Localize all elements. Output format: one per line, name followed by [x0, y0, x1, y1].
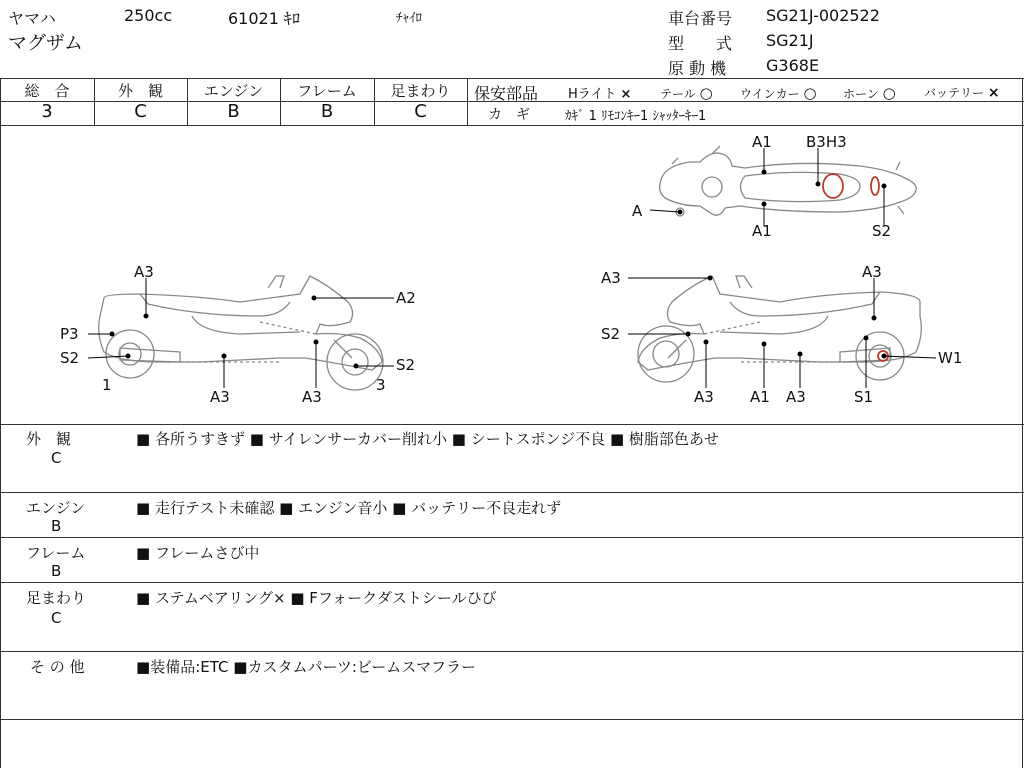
note-category-suspension: 足まわり: [26, 589, 87, 607]
leader-lines: [88, 148, 936, 388]
grade-header-overall: 総 合: [24, 82, 70, 100]
note-grade-suspension: C: [51, 609, 62, 627]
safety-horn: ホーン ○: [843, 84, 896, 102]
divider: [467, 78, 468, 125]
damage-label: S2: [60, 349, 80, 367]
damage-label: W1: [938, 349, 963, 367]
divider: [0, 78, 1024, 79]
divider: [0, 424, 1024, 425]
note-items-suspension: ■ ステムベアリング× ■ Fフォークダストシールひび: [136, 589, 497, 607]
divider: [0, 492, 1024, 493]
note-category-exterior: 外 観: [26, 430, 72, 448]
grade-header-suspension: 足まわり: [390, 82, 451, 100]
view-number: 1: [102, 376, 112, 394]
damage-label: S2: [872, 222, 892, 240]
damage-label: A3: [786, 388, 806, 406]
model-name: マグザム: [8, 32, 84, 54]
chassis-value: SG21J-002522: [766, 6, 880, 25]
damage-label: A2: [396, 289, 416, 307]
note-items-exterior: ■ 各所うすきず ■ サイレンサーカバー削れ小 ■ シートスポンジ不良 ■ 樹脂部色あせ: [136, 430, 719, 448]
grade-suspension: C: [414, 101, 427, 122]
damage-label: P3: [60, 325, 79, 343]
note-grade-exterior: C: [51, 449, 62, 467]
grade-header-exterior: 外 観: [117, 82, 163, 100]
color: ﾁｬｲﾛ: [396, 11, 422, 26]
safety-headlight: Hライト ×: [568, 87, 632, 102]
left-view-scooter: [99, 276, 383, 390]
key-value: ｶｷﾞ 1 ﾘﾓｺﾝｷｰ1 ｼｬｯﾀｰｷｰ1: [565, 109, 707, 124]
damage-label: A3: [601, 269, 621, 287]
damage-label: A3: [694, 388, 714, 406]
key-label: カ ギ: [488, 107, 530, 123]
note-grade-frame: B: [51, 562, 62, 580]
view-number: 3: [376, 376, 386, 394]
divider: [0, 719, 1024, 720]
type-label: 型 式: [668, 34, 733, 53]
note-grade-engine: B: [51, 517, 62, 535]
grade-header-engine: エンジン: [203, 82, 264, 100]
divider: [1022, 78, 1023, 768]
note-category-engine: エンジン: [26, 499, 86, 517]
damage-label: A1: [752, 133, 772, 151]
damage-label: A1: [750, 388, 770, 406]
damage-label: S2: [396, 356, 416, 374]
divider: [0, 78, 1, 768]
type-value: SG21J: [766, 31, 814, 50]
grade-frame: B: [320, 101, 334, 122]
engine-value: G368E: [766, 56, 820, 75]
note-items-other: ■装備品:ETC ■カスタムパーツ:ビームスマフラー: [136, 658, 476, 676]
note-category-other: そ の 他: [30, 658, 85, 676]
damage-label: S2: [601, 325, 621, 343]
note-items-frame: ■ フレームさび中: [136, 544, 260, 562]
maker: ヤマハ: [8, 9, 56, 28]
divider: [0, 582, 1024, 583]
displacement: 250cc: [124, 6, 173, 25]
note-category-frame: フレーム: [26, 544, 86, 562]
note-items-engine: ■ 走行テスト未確認 ■ エンジン音小 ■ バッテリー不良走れず: [136, 499, 562, 517]
damage-label: A3: [210, 388, 230, 406]
damage-label: A3: [134, 263, 154, 281]
divider: [0, 651, 1024, 652]
damage-label: A3: [862, 263, 882, 281]
engine-label: 原 動 機: [668, 59, 727, 78]
right-view-scooter: [638, 276, 921, 382]
safety-battery: バッテリー ×: [924, 85, 1000, 101]
mileage: 61021 ｷﾛ: [228, 9, 300, 28]
grade-header-frame: フレーム: [297, 82, 357, 100]
safety-winker: ウインカー ○: [740, 84, 817, 102]
chassis-label: 車台番号: [668, 9, 733, 28]
safety-label: 保安部品: [474, 84, 539, 103]
damage-label: S1: [854, 388, 874, 406]
grade-engine: B: [227, 101, 240, 122]
safety-tail: テール ○: [660, 84, 713, 102]
damage-label: A: [632, 202, 643, 220]
damage-label: B3H3: [806, 133, 847, 151]
damage-label: A1: [752, 222, 772, 240]
divider: [0, 537, 1024, 538]
grade-overall: 3: [41, 101, 53, 122]
damage-label: A3: [302, 388, 322, 406]
grade-exterior: C: [134, 101, 147, 122]
